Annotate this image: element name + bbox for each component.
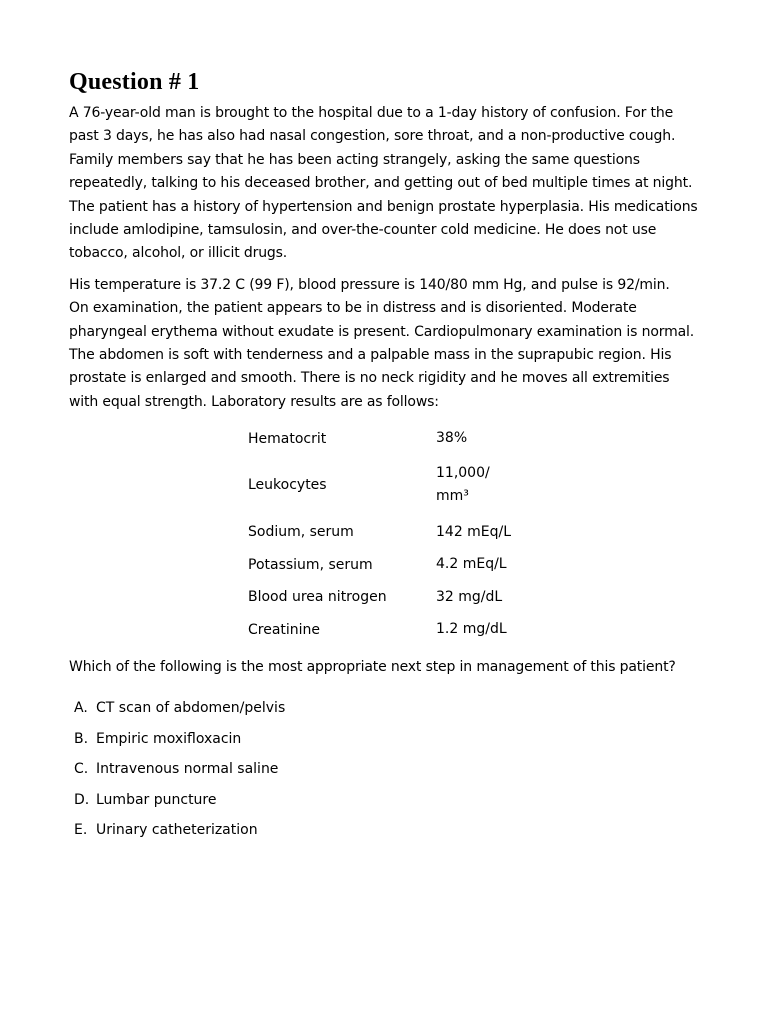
stem-line: pharyngeal erythema without exudate is present. Cardiopulmonary examination is normal. bbox=[69, 323, 695, 340]
question-stem bbox=[69, 66, 709, 422]
answer-options bbox=[74, 697, 285, 850]
stem-paragraph-exam bbox=[69, 274, 709, 414]
lab-value bbox=[436, 586, 516, 609]
question-title: Question # 1 bbox=[69, 69, 200, 95]
option-text: CT scan of abdomen/pelvis bbox=[96, 700, 286, 716]
lab-results-table bbox=[248, 426, 548, 646]
lab-name: Blood urea nitrogen bbox=[248, 589, 387, 606]
lab-value-line: 11,000/ bbox=[436, 464, 490, 481]
lab-value bbox=[436, 521, 516, 544]
stem-line: prostate is enlarged and smooth. There is no neck rigidity and he moves all extremities bbox=[69, 370, 670, 387]
answer-option-d[interactable] bbox=[74, 789, 285, 820]
option-text: Empiric moxifloxacin bbox=[96, 730, 242, 747]
option-letter: E. bbox=[74, 822, 88, 838]
lab-value-line: 142 mEq/L bbox=[436, 523, 512, 540]
lab-value bbox=[436, 427, 516, 450]
lab-row-creatinine bbox=[248, 614, 548, 647]
stem-line: with equal strength. Laboratory results are as follows: bbox=[69, 393, 439, 410]
lab-value-line: 1.2 mg/dL bbox=[436, 621, 507, 638]
lab-name: Leukocytes bbox=[248, 477, 327, 493]
stem-line: A 76-year-old man is brought to the hospital due to a 1-day history of confusion. For the bbox=[69, 105, 674, 121]
option-letter: C. bbox=[74, 761, 89, 777]
stem-line: The patient has a history of hypertension and benign prostate hyperplasia. His medications bbox=[69, 198, 698, 215]
answer-option-a[interactable] bbox=[74, 697, 285, 728]
lab-value bbox=[436, 553, 516, 576]
stem-line: Family members say that he has been acting strangely, asking the same questions bbox=[69, 151, 640, 168]
stem-line: The abdomen is soft with tenderness and a palpable mass in the suprapubic region. His bbox=[69, 347, 672, 364]
question-prompt: Which of the following is the most appropriate next step in management of this patient? bbox=[69, 659, 676, 675]
lab-row-bun bbox=[248, 581, 548, 614]
stem-line: His temperature is 37.2 C (99 F), blood pressure is 140/80 mm Hg, and pulse is 92/min. bbox=[69, 276, 670, 293]
stem-line: include amlodipine, tamsulosin, and over-the-counter cold medicine. He does not use bbox=[69, 222, 657, 239]
lab-value bbox=[436, 618, 516, 641]
lab-name: Creatinine bbox=[248, 621, 321, 638]
option-text: Intravenous normal saline bbox=[96, 761, 279, 777]
answer-option-e[interactable] bbox=[74, 819, 285, 850]
answer-option-b[interactable] bbox=[74, 728, 285, 759]
lab-name: Hematocrit bbox=[248, 431, 327, 447]
option-letter: B. bbox=[74, 730, 89, 747]
stem-line: repeatedly, talking to his deceased brother, and getting out of bed multiple times at night. bbox=[69, 175, 693, 192]
lab-value-line: 32 mg/dL bbox=[436, 588, 503, 605]
lab-name: Sodium, serum bbox=[248, 524, 354, 541]
option-letter: A. bbox=[74, 700, 88, 716]
lab-row-sodium bbox=[248, 516, 548, 549]
option-letter: D. bbox=[74, 791, 90, 808]
option-text: Lumbar puncture bbox=[96, 791, 217, 808]
answer-option-c[interactable] bbox=[74, 758, 285, 789]
lab-row-potassium bbox=[248, 549, 548, 582]
lab-value-line: 4.2 mEq/L bbox=[436, 556, 507, 573]
lab-value-line: 38% bbox=[436, 430, 468, 447]
option-text: Urinary catheterization bbox=[96, 822, 258, 838]
lab-row-hematocrit bbox=[248, 426, 548, 452]
lab-value bbox=[436, 462, 516, 509]
stem-paragraph-history bbox=[69, 102, 709, 266]
lab-name: Potassium, serum bbox=[248, 556, 373, 573]
lab-row-leukocytes bbox=[248, 454, 548, 516]
stem-line: tobacco, alcohol, or illicit drugs. bbox=[69, 245, 288, 262]
stem-line: past 3 days, he has also had nasal congestion, sore throat, and a non-productive cough. bbox=[69, 128, 676, 145]
stem-line: On examination, the patient appears to be in distress and is disoriented. Moderate bbox=[69, 300, 637, 317]
lab-value-line: mm³ bbox=[436, 488, 469, 504]
